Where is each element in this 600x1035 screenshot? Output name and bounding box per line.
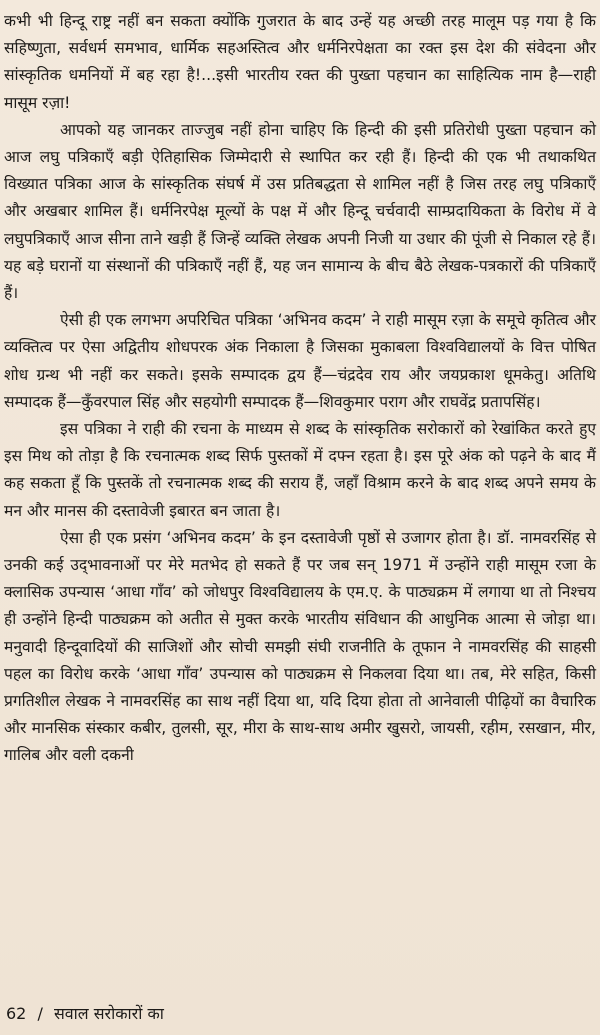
paragraph-4: इस पत्रिका ने राही की रचना के माध्यम से शब्द के सांस्कृतिक सरोकारों को रेखांकित करते हुए इस मिथ को तोड़ा है कि रचनात्मक शब्द सिर्फ पुस्तकों में दफ्न रहता है। इस पूरे अंक को पढ़ने के बाद मैं कह सकता हूँ कि पुस्तकें तो रचनात्मक शब्द की सराय हैं, जहाँ विश्राम करने के बाद शब्द अपने समय के मन और मानस की दस्तावेजी इबारत बन जाता है। — [4, 420, 596, 520]
paragraph-1: कभी भी हिन्दू राष्ट्र नहीं बन सकता क्योंकि गुजरात के बाद उन्हें यह अच्छी तरह मालूम पड़ गया है कि सहिष्णुता, सर्वधर्म समभाव, धार्मिक सहअस्तित्व और धर्मनिरपेक्षता का रक्त इस देश की संवेदना और सांस्कृतिक धमनियों में बह रहा है!...इसी भारतीय रक्त की पुख्ता पहचान का साहित्यिक नाम है—राही मासूम रज़ा! — [4, 12, 596, 112]
paragraph-3: ऐसी ही एक लगभग अपरिचित पत्रिका ‘अभिनव कदम’ ने राही मासूम रज़ा के समूचे कृतित्व और व्यक्तित्व पर ऐसा अद्वितीय शोधपरक अंक निकाला है जिसका मुकाबला विश्वविद्यालयों के वित्त पोषित शोध ग्रन्थ भी नहीं कर सकते। इसके सम्पादक द्वय हैं—चंद्रदेव राय और जयप्रकाश धूमकेतु। अतिथि सम्पादक हैं—कुँवरपाल सिंह और सहयोगी सम्पादक हैं—शिवकुमार पराग और राघवेंद्र प्रतापसिंह। — [4, 311, 596, 411]
paragraph-2: आपको यह जानकर ताज्जुब नहीं होना चाहिए कि हिन्दी की इसी प्रतिरोधी पुख्ता पहचान को आज लघु पत्रिकाएँ बड़ी ऐतिहासिक जिम्मेदारी से स्थापित कर रही हैं। हिन्दी की एक भी तथाकथित विख्यात पत्रिका आज के सांस्कृतिक संघर्ष में उस प्रतिबद्धता से शामिल नहीं है जिस तरह लघु पत्रिकाएँ और अखबार शामिल हैं। धर्मनिरपेक्ष मूल्यों के पक्ष में और हिन्दू चर्चवादी साम्प्रदायिकता के विरोध में वे लघुपत्रिकाएँ आज सीना ताने खड़ी हैं जिन्हें व्यक्ति लेखक अपनी निजी या उधार की पूंजी से निकाल रहे हैं। यह बड़े घरानों या संस्थानों की पत्रिकाएँ नहीं हैं, यह जन सामान्य के बीच बैठे लेखक-पत्रकारों की पत्रिकाएँ हैं। — [4, 120, 596, 303]
page-number: 62 — [6, 1004, 27, 1023]
footer-separator: / — [37, 1004, 43, 1023]
running-book-title: सवाल सरोकारों का — [53, 1004, 164, 1023]
body-text — [4, 8, 596, 770]
page-footer — [6, 1002, 164, 1026]
paragraph-5: ऐसा ही एक प्रसंग ‘अभिनव कदम’ के इन दस्तावेजी पृष्ठों से उजागर होता है। डॉ. नामवरसिंह से उनकी कई उद्‌भावनाओं पर मेरे मतभेद हो सकते हैं पर जब सन्‌ 1971 में उन्होंने राही मासूम रजा के क्लासिक उपन्यास ‘आधा गाँव’ को जोधपुर विश्वविद्यालय के एम.ए. के पाठ्यक्रम में लगाया था तो निश्चय ही उन्होंने हिन्दी पाठ्यक्रम को अतीत से मुक्त करके भारतीय संविधान की आधुनिक आत्मा से जोड़ा था। मनुवादी हिन्दूवादियों की साजिशों और सोची समझी संघी राजनीति के तूफान ने नामवरसिंह की साहसी पहल का विरोध करके ‘आधा गाँव’ उपन्यास को पाठ्यक्रम से निकलवा दिया था। तब, मेरे सहित, किसी प्रगतिशील लेखक ने नामवरसिंह का साथ नहीं दिया था, यदि दिया होता तो आनेवाली पीढ़ियों का वैचारिक और मानसिक संस्कार कबीर, तुलसी, सूर, मीरा के साथ-साथ अमीर खुसरो, जायसी, रहीम, रसखान, मीर, गालिब और वली दकनी — [4, 528, 596, 765]
